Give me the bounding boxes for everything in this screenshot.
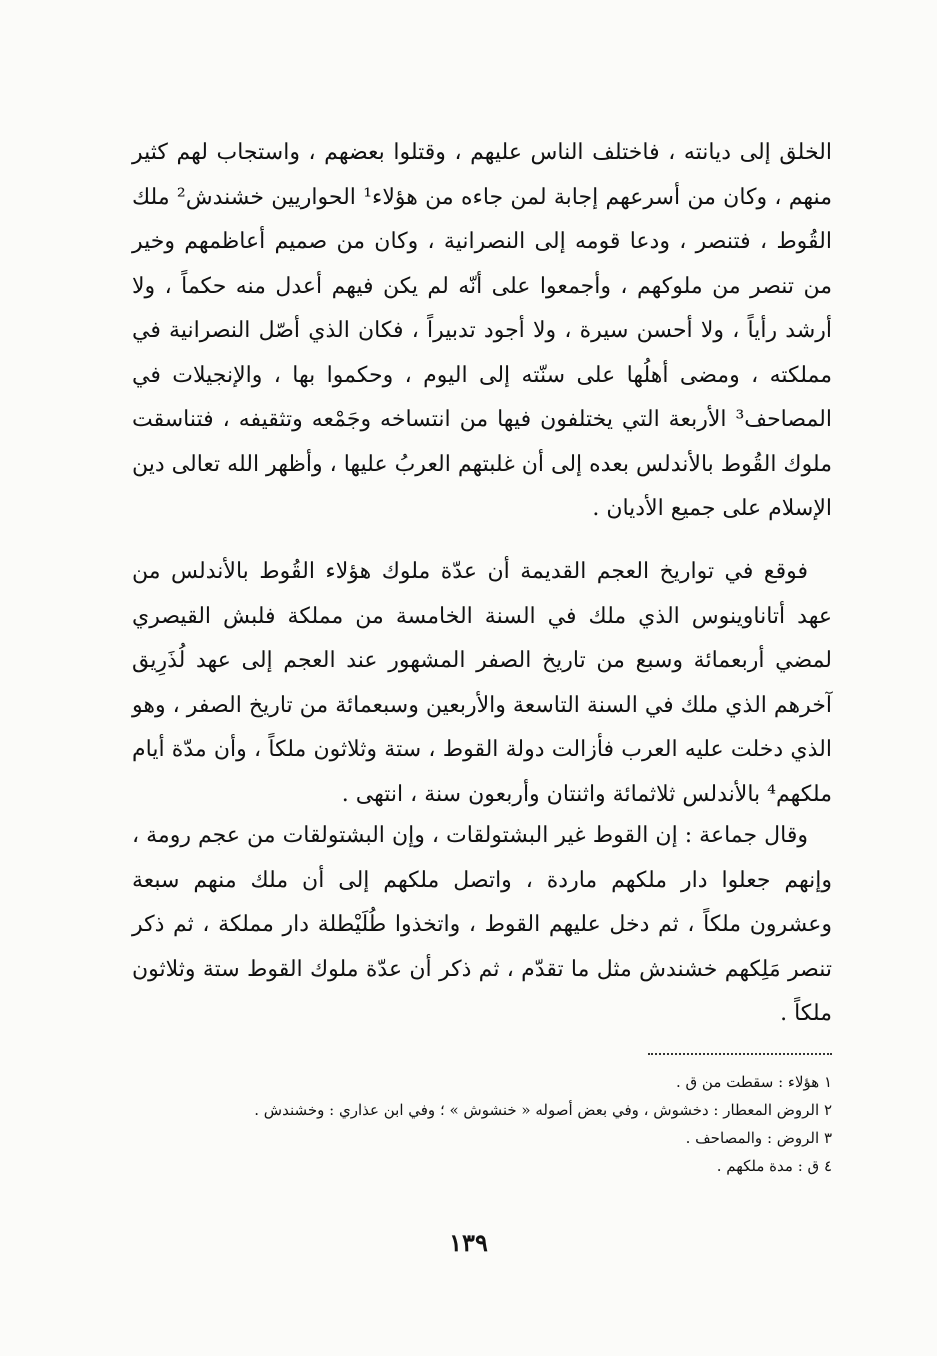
- body-text-block: [132, 814, 832, 1037]
- footnote: ٢ الروض المعطار : دخشوش ، وفي بعض أصوله « خنشوش » ؛ وفي ابن عذاري : وخشندش .: [254, 1101, 832, 1119]
- body-text-block: [132, 131, 832, 532]
- footnotes: [132, 1068, 832, 1180]
- paragraph: الخلق إلى ديانته ، فاختلف الناس عليهم ، وقتلوا بعضهم ، واستجاب لهم كثير منهم ، وكان من أسرعهم إجابة لمن جاءه من هؤلاء¹ الحواريين خشندش² ملك القُوط ، فتنصر ، ودعا قومه إلى النصرانية ، وكان من صميم أعاظمهم وخير من تنصر من ملوكهم ، وأجمعوا على أنّه لم يكن فيهم أعدل منه حكماً ، ولا أرشد رأياً ، ولا أحسن سيرة ، ولا أجود تدبيراً ، فكان الذي أصّل النصرانية في مملكته ، ومضى أهلُها على سنّته إلى اليوم ، وحكموا بها ، والإنجيلات في المصاحف³ الأربعة التي يختلفون فيها من انتساخه وجَمْعه وتثقيفه ، فتناسقت ملوك القُوط بالأندلس بعده إلى أن غلبتهم العربُ عليها ، وأظهر الله تعالى دين الإسلام على جميع الأديان .: [132, 140, 832, 521]
- body-text-block: [132, 550, 832, 817]
- paragraph: وقال جماعة : إن القوط غير البشتولقات ، وإن البشتولقات من عجم رومة ، وإنهم جعلوا دار ملكهم ماردة ، واتصل ملكهم إلى أن ملك منهم سبعة وعشرون ملكاً ، ثم دخل عليهم القوط ، واتخذوا طُلَيْطلة دار مملكة ، ثم ذكر تنصر مَلِكهم خشندش مثل ما تقدّم ، ثم ذكر أن عدّة ملوك القوط ستة وثلاثون ملكاً .: [132, 823, 832, 1026]
- paragraph: فوقع في تواريخ العجم القديمة أن عدّة ملوك هؤلاء القُوط بالأندلس من عهد أتاناوينوس الذي ملك في السنة الخامسة من مملكة فلبش القيصري لمضي أربعمائة وسبع من تاريخ الصفر المشهور عند العجم إلى عهد لُذَرِيق آخرهم الذي ملك في السنة التاسعة والأربعين وسبعمائة من تاريخ الصفر ، وهو الذي دخلت عليه العرب فأزالت دولة القوط ، ستة وثلاثون ملكاً ، وأن مدّة أيام ملكهم⁴ بالأندلس ثلاثمائة واثنتان وأربعون سنة ، انتهى .: [132, 559, 832, 807]
- footnote: ٤ ق : مدة ملكهم .: [716, 1157, 832, 1175]
- footnote: ١ هؤلاء : سقطت من ق .: [675, 1073, 832, 1091]
- footnote: ٣ الروض : والمصاحف .: [685, 1129, 832, 1147]
- page-number: ١٣٩: [449, 1228, 488, 1257]
- footnote-separator: [648, 1053, 832, 1055]
